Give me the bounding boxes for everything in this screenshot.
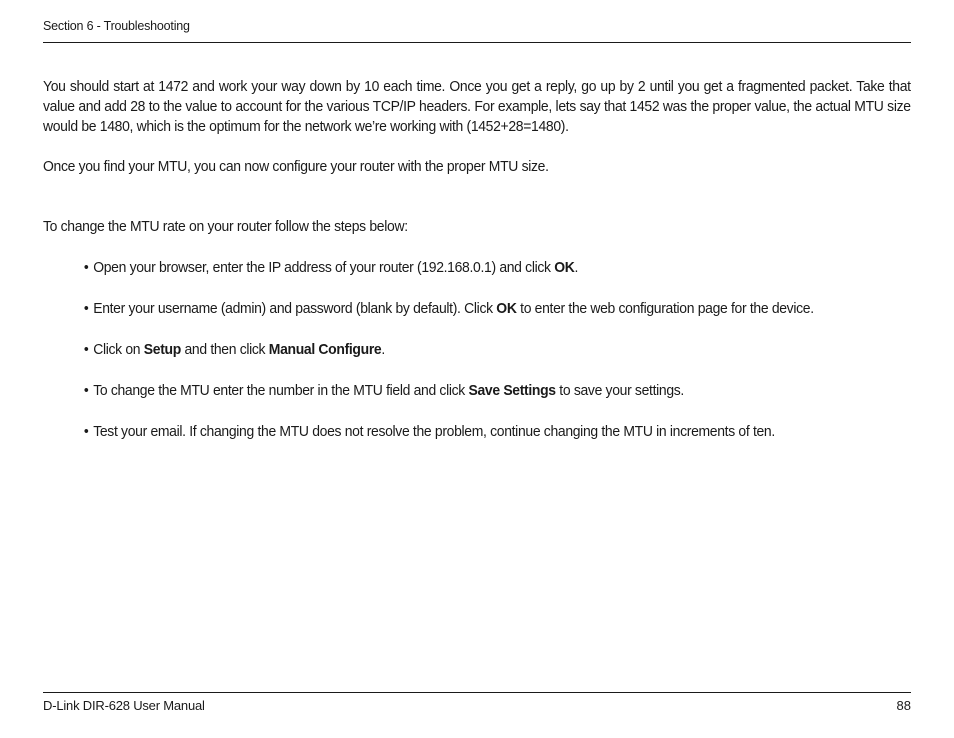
list-item	[43, 422, 902, 442]
manual-configure-keyword: Manual Configure	[268, 341, 382, 358]
step-text: to save your settings.	[555, 382, 684, 399]
page-number: 88	[896, 698, 911, 713]
list-item	[43, 258, 902, 278]
step-text: Test your email. If changing the MTU does not resolve the problem, continue changing the MTU in increments of ten.	[93, 423, 775, 440]
section-header: Section 6 - Troubleshooting	[43, 19, 190, 33]
step-text: Enter your username (admin) and password (blank by default). Click	[93, 300, 497, 317]
list-item	[43, 299, 902, 319]
paragraph-steps-intro: To change the MTU rate on your router follow the steps below:	[43, 218, 408, 235]
list-item	[43, 381, 902, 401]
bullet-icon: •	[83, 300, 89, 317]
footer-divider	[43, 692, 911, 693]
step-text: .	[574, 259, 579, 276]
step-text: to enter the web configuration page for the device.	[516, 300, 814, 317]
ok-keyword: OK	[496, 300, 517, 317]
page-body	[43, 77, 911, 463]
bullet-icon: •	[83, 423, 89, 440]
setup-keyword: Setup	[143, 341, 181, 358]
bullet-icon: •	[83, 382, 89, 399]
step-text: .	[381, 341, 385, 358]
step-text: and then click	[180, 341, 269, 358]
ok-keyword: OK	[554, 259, 575, 276]
step-text: Open your browser, enter the IP address of your router (192.168.0.1) and click	[93, 259, 555, 276]
footer-manual-title: D-Link DIR-628 User Manual	[43, 698, 205, 713]
step-text: Click on	[93, 341, 144, 358]
paragraph-configure-mtu: Once you find your MTU, you can now configure your router with the proper MTU size.	[43, 158, 549, 175]
paragraph-mtu-method: You should start at 1472 and work your way down by 10 each time. Once you get a reply, go up by 2 until you get a fragmented packet. Take that value and add 28 to the value to account for the various TCP/IP headers. For example, lets say that 1452 was the proper value, the actual MTU size would be 1480, which is the optimum for the network we’re working with (1452+28=1480).	[43, 78, 911, 135]
step-text: To change the MTU enter the number in the MTU field and click	[93, 382, 469, 399]
header-divider	[43, 42, 911, 43]
list-item	[43, 340, 902, 360]
steps-list	[43, 258, 850, 442]
bullet-icon: •	[83, 259, 89, 276]
save-settings-keyword: Save Settings	[468, 382, 556, 399]
bullet-icon: •	[83, 341, 89, 358]
